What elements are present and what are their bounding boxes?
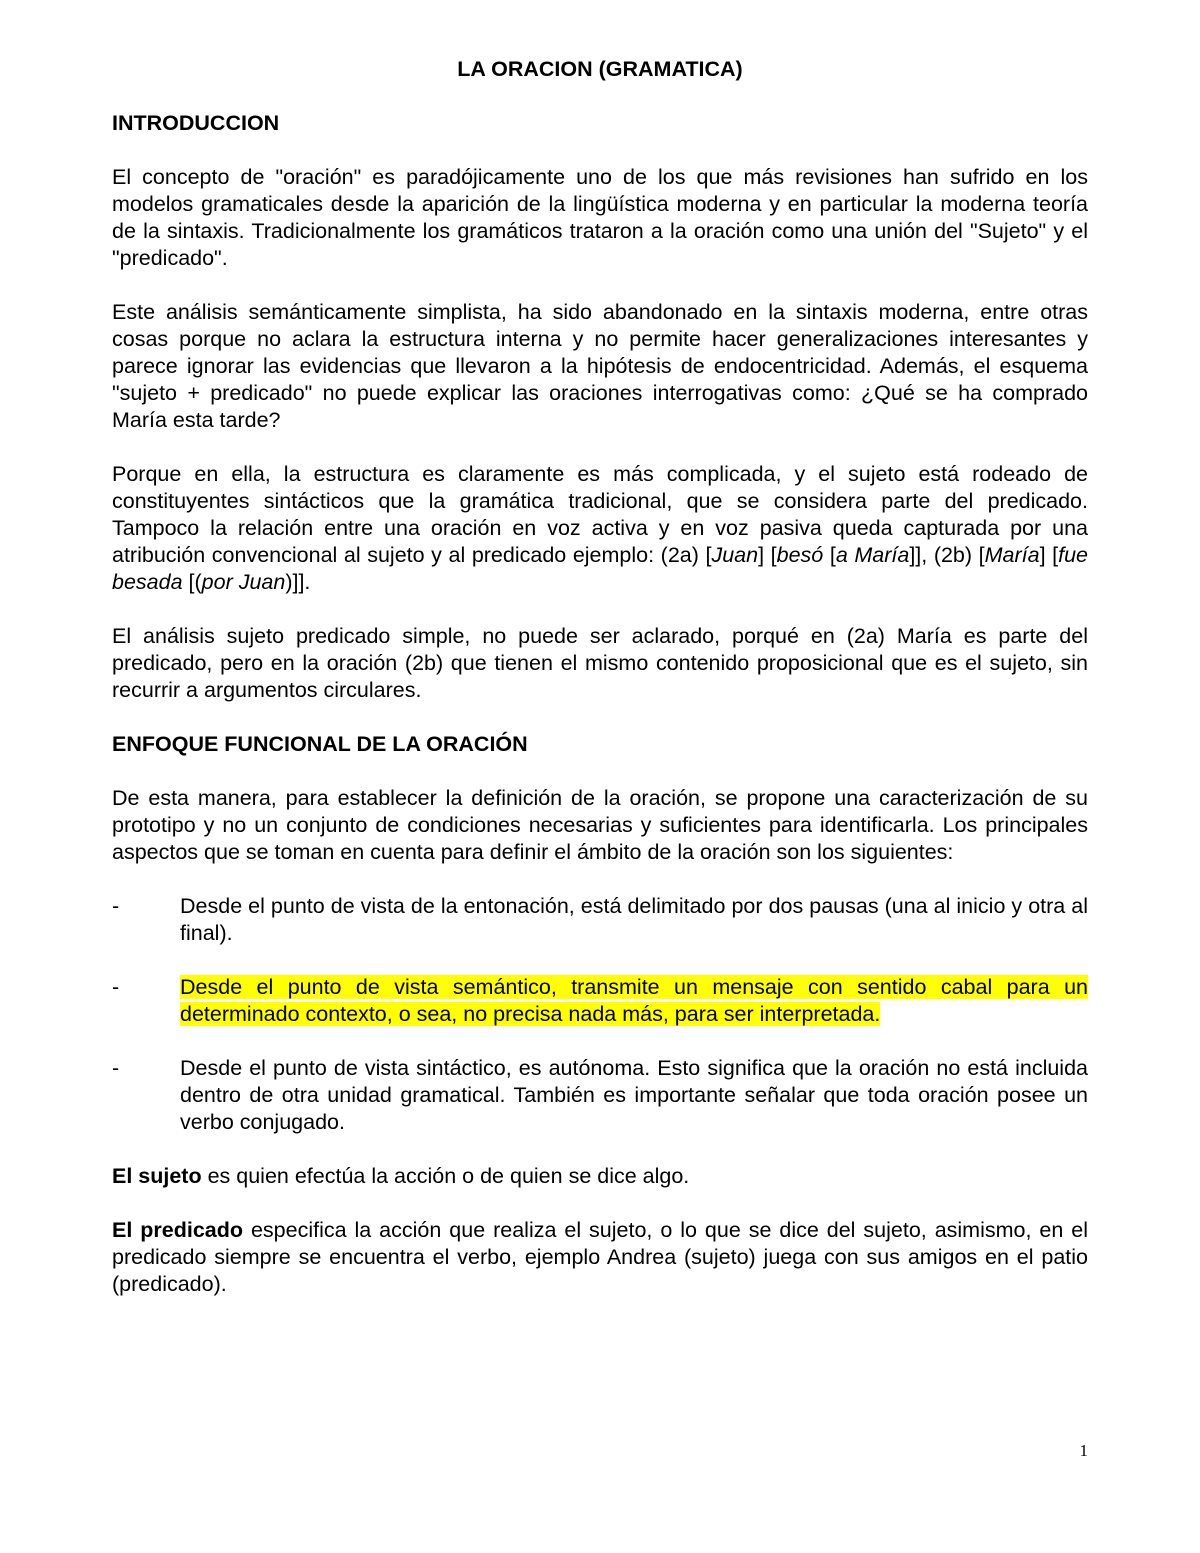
page-number: 1 [1079, 1441, 1088, 1460]
example-term: por Juan [201, 570, 286, 594]
section-heading-enfoque: ENFOQUE FUNCIONAL DE LA ORACIÓN [112, 732, 528, 756]
example-term: a María [835, 543, 910, 567]
example-term: Juan [711, 543, 759, 567]
list-item-text-highlighted [180, 974, 1088, 1028]
highlight: Desde el punto de vista semántico, transmite un mensaje con sentido cabal para un determinado contexto, o sea, no precisa nada más, para ser interpretada. [180, 975, 1088, 1026]
paragraph: De esta manera, para establecer la definición de la oración, se propone una caracterización de su prototipo y no un conjunto de condiciones necesarias y suficientes para identificarla. Los principales aspectos que se toman en cuenta para definir el ámbito de la oración son los siguientes: [112, 786, 1088, 864]
example-term: besó [776, 543, 824, 567]
list-item [112, 893, 1088, 947]
list-item [112, 1055, 1088, 1136]
document-title: LA ORACION (GRAMATICA) [457, 57, 743, 81]
paragraph-examples: Porque en ella, la estructura es claramente es más complicada, y el sujeto está rodeado de constituyentes sintácticos que la gramática tradicional, que se considera parte del predicado. Tampoco la relación entre una oración en voz activa y en voz pasiva queda capturada por una atribución convencional al sujeto y al predicado ejemplo: (2a) [Juan] [besó [a María]], (2b) [María] [fue besada [(por Juan)]]. [112, 462, 1088, 594]
definition-predicado: El predicado especifica la acción que realiza el sujeto, o lo que se dice del sujeto, asimismo, en el predicado siempre se encuentra el verbo, ejemplo Andrea (sujeto) juega con sus amigos en el patio (predicado). [112, 1218, 1088, 1296]
definition-term: El sujeto [112, 1164, 202, 1188]
section-heading-introduccion: INTRODUCCION [112, 111, 280, 135]
paragraph: Este análisis semánticamente simplista, ha sido abandonado en la sintaxis moderna, entre otras cosas porque no aclara la estructura interna y no permite hacer generalizaciones interesantes y parece ignorar las evidencias que llevaron a la hipótesis de endocentricidad. Además, el esquema "sujeto + predicado" no puede explicar las oraciones interrogativas como: ¿Qué se ha comprado María esta tarde? [112, 300, 1088, 432]
example-term: María [984, 543, 1040, 567]
list-item [112, 974, 1088, 1028]
document-page [112, 56, 1088, 1325]
list-dash: - [112, 1056, 120, 1080]
list-item-text: Desde el punto de vista de la entonación, está delimitado por dos pausas (una al inicio y otra al final). [180, 894, 1088, 945]
example-term: fue besada [112, 543, 1088, 594]
definition-term: El predicado [112, 1218, 244, 1242]
definition-sujeto: El sujeto es quien efectúa la acción o de quien se dice algo. [112, 1164, 690, 1188]
list-item-text: Desde el punto de vista sintáctico, es autónoma. Esto significa que la oración no está incluida dentro de otra unidad gramatical. También es importante señalar que toda oración posee un verbo conjugado. [180, 1056, 1088, 1134]
list-dash: - [112, 894, 120, 918]
paragraph: El concepto de "oración" es paradójicamente uno de los que más revisiones han sufrido en los modelos gramaticales desde la aparición de la lingüística moderna y en particular la moderna teoría de la sintaxis. Tradicionalmente los gramáticos trataron a la oración como una unión del "Sujeto" y el "predicado". [112, 165, 1088, 270]
paragraph: El análisis sujeto predicado simple, no puede ser aclarado, porqué en (2a) María es parte del predicado, pero en la oración (2b) que tienen el mismo contenido proposicional que es el sujeto, sin recurrir a argumentos circulares. [112, 624, 1088, 702]
list-dash: - [112, 975, 120, 999]
